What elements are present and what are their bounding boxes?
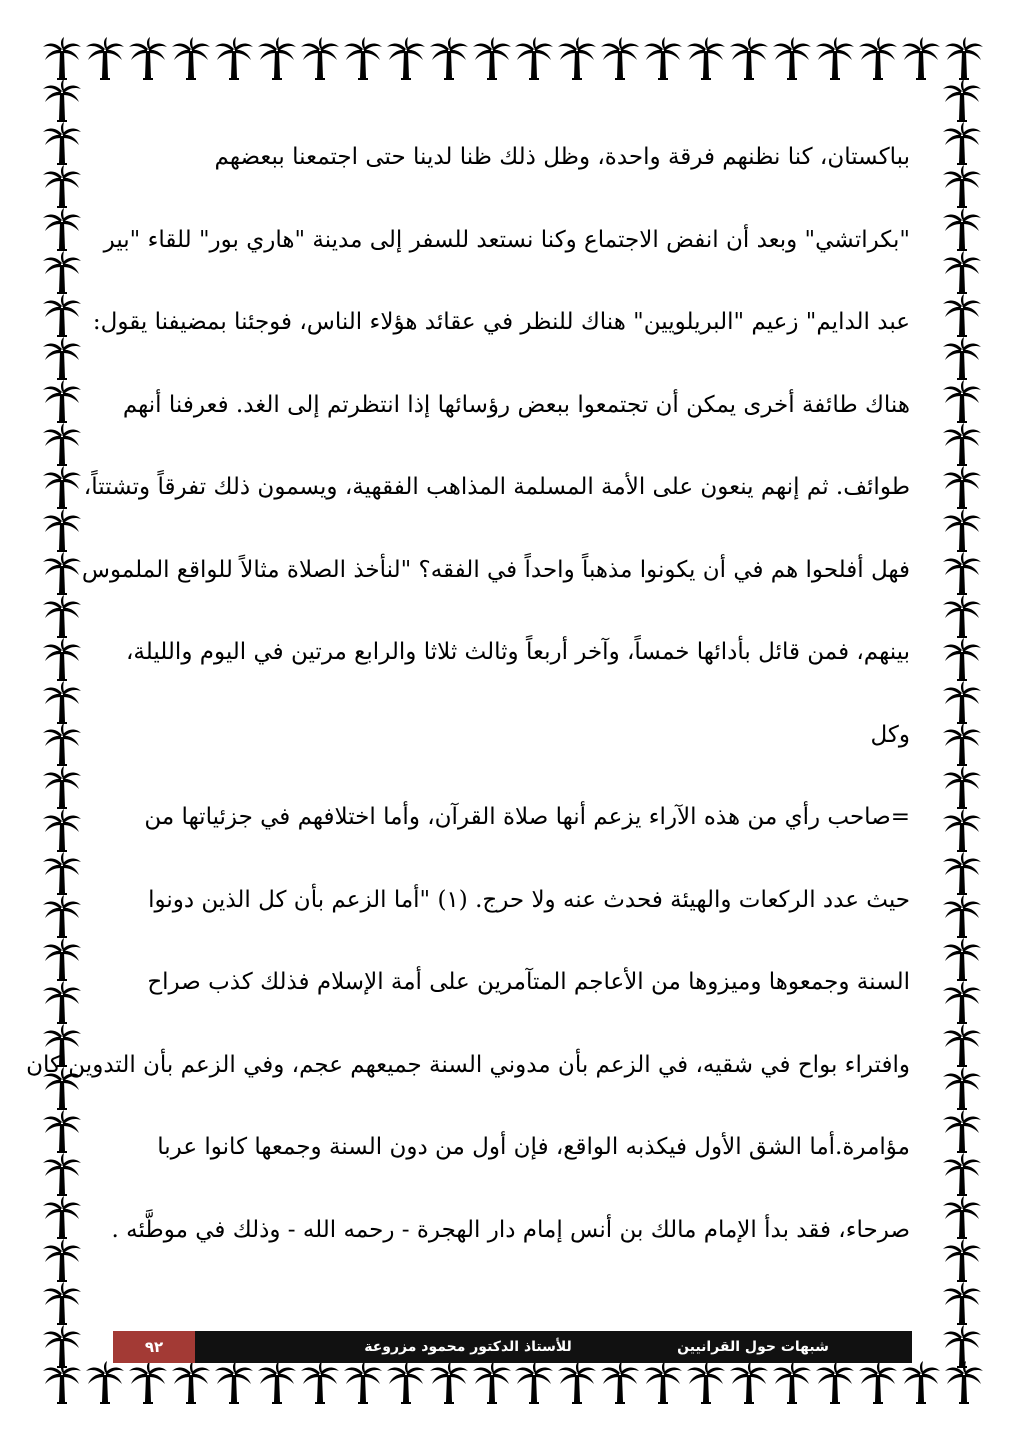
palm-tree-icon: [942, 336, 982, 380]
palm-tree-icon: [600, 1360, 640, 1404]
palm-tree-icon: [42, 765, 82, 809]
palm-tree-icon: [858, 36, 898, 80]
text-line: بباكستان، كنا نظنهم فرقة واحدة، وظل ذلك ظنا لدينا حتى اجتمعنا ببعضهم: [214, 144, 910, 170]
palm-tree-icon: [942, 1066, 982, 1110]
palm-tree-icon: [942, 1195, 982, 1239]
text-line: وكل: [870, 721, 910, 748]
palm-tree-icon: [942, 78, 982, 122]
footnote-line: صرحاء، فقد بدأ الإمام مالك بن أنس إمام دار الهجرة - رحمه الله - وذلك في موطَّئه .: [111, 1216, 910, 1243]
palm-tree-icon: [901, 36, 941, 80]
footnote-line: حيث عدد الركعات والهيئة فحدث عنه ولا حرج. (١) "أما الزعم بأن كل الذين دونوا: [148, 886, 910, 913]
text-line: بينهم، فمن قائل بأدائها خمساً، وآخر أربعاً وثالث ثلاثا والرابع مرتين في اليوم والليلة،: [126, 639, 910, 665]
palm-tree-icon: [42, 36, 82, 80]
palm-tree-icon: [42, 1238, 82, 1282]
palm-tree-icon: [942, 508, 982, 552]
footnote-line: السنة وجمعوها وميزوها من الأعاجم المتآمرين على أمة الإسلام فذلك كذب صراح: [147, 969, 910, 995]
palm-tree-icon: [42, 594, 82, 638]
palm-tree-icon: [942, 1152, 982, 1196]
palm-tree-icon: [42, 293, 82, 337]
palm-tree-icon: [42, 1281, 82, 1325]
palm-tree-icon: [772, 36, 812, 80]
footnote-line: وافتراء بواح في شقيه، في الزعم بأن مدوني السنة جميعهم عجم، وفي الزعم بأن التدوين كان: [26, 1051, 910, 1078]
palm-tree-icon: [214, 36, 254, 80]
palm-tree-icon: [942, 1109, 982, 1153]
palm-tree-icon: [128, 36, 168, 80]
palm-tree-icon: [942, 1324, 982, 1368]
palm-tree-icon: [942, 894, 982, 938]
palm-tree-icon: [343, 1360, 383, 1404]
palm-tree-icon: [257, 36, 297, 80]
palm-tree-icon: [942, 1238, 982, 1282]
palm-tree-icon: [42, 207, 82, 251]
text-line: طوائف. ثم إنهم ينعون على الأمة المسلمة المذاهب الفقهية، ويسمون ذلك تفرقاً وتشتتاً،: [83, 474, 910, 500]
palm-tree-icon: [600, 36, 640, 80]
palm-tree-icon: [171, 36, 211, 80]
palm-tree-icon: [214, 1360, 254, 1404]
palm-tree-icon: [944, 36, 984, 80]
palm-tree-icon: [729, 1360, 769, 1404]
palm-tree-icon: [942, 1023, 982, 1067]
palm-tree-icon: [942, 293, 982, 337]
palm-tree-icon: [942, 121, 982, 165]
palm-tree-icon: [42, 508, 82, 552]
palm-tree-icon: [942, 722, 982, 766]
palm-tree-icon: [514, 1360, 554, 1404]
palm-tree-icon: [42, 1109, 82, 1153]
palm-tree-icon: [942, 680, 982, 724]
palm-tree-icon: [85, 36, 125, 80]
palm-tree-icon: [942, 379, 982, 423]
palm-tree-icon: [42, 379, 82, 423]
palm-tree-icon: [386, 1360, 426, 1404]
palm-tree-icon: [942, 980, 982, 1024]
footnote-line: مؤامرة.أما الشق الأول فيكذبه الواقع، فإن أول من دون السنة وجمعها كانوا عربا: [157, 1134, 910, 1160]
body-text: [26, 120, 910, 1275]
palm-tree-icon: [643, 36, 683, 80]
palm-tree-icon: [300, 1360, 340, 1404]
palm-tree-icon: [772, 1360, 812, 1404]
palm-tree-icon: [942, 250, 982, 294]
palm-tree-icon: [942, 594, 982, 638]
palm-tree-icon: [472, 36, 512, 80]
page-number-badge: ٩٢: [113, 1331, 195, 1363]
palm-tree-icon: [942, 465, 982, 509]
palm-tree-icon: [429, 1360, 469, 1404]
palm-tree-icon: [942, 937, 982, 981]
palm-tree-icon: [42, 851, 82, 895]
palm-tree-icon: [42, 637, 82, 681]
palm-tree-icon: [257, 1360, 297, 1404]
palm-tree-icon: [42, 164, 82, 208]
palm-tree-icon: [942, 164, 982, 208]
palm-tree-icon: [42, 551, 82, 595]
palm-tree-icon: [42, 722, 82, 766]
palm-tree-icon: [942, 1281, 982, 1325]
palm-tree-icon: [386, 36, 426, 80]
palm-tree-icon: [472, 1360, 512, 1404]
palm-tree-icon: [42, 336, 82, 380]
palm-tree-icon: [42, 980, 82, 1024]
palm-tree-icon: [942, 551, 982, 595]
text-line: هناك طائفة أخرى يمكن أن تجتمعوا ببعض رؤسائها إذا انتظرتم إلى الغد. فعرفنا أنهم: [122, 391, 910, 418]
palm-tree-icon: [42, 1152, 82, 1196]
palm-tree-icon: [942, 851, 982, 895]
palm-tree-icon: [858, 1360, 898, 1404]
footer-book-title: شبهات حول القرانيين: [677, 1339, 829, 1355]
left-border: [40, 78, 86, 1368]
top-border: [42, 36, 984, 82]
palm-tree-icon: [42, 121, 82, 165]
palm-tree-icon: [557, 36, 597, 80]
palm-tree-icon: [514, 36, 554, 80]
palm-tree-icon: [42, 78, 82, 122]
right-border: [940, 78, 986, 1368]
palm-tree-icon: [429, 36, 469, 80]
text-line: "بكراتشي" وبعد أن انفض الاجتماع وكنا نستعد للسفر إلى مدينة "هاري بور" للقاء "بير: [103, 226, 910, 253]
palm-tree-icon: [815, 36, 855, 80]
palm-tree-icon: [42, 250, 82, 294]
footnote-line: =صاحب رأي من هذه الآراء يزعم أنها صلاة القرآن، وأما اختلافهم في جزئياتها من: [144, 804, 910, 830]
palm-tree-icon: [85, 1360, 125, 1404]
text-line: عبد الدايم" زعيم "البريلويين" هناك للنظر في عقائد هؤلاء الناس، فوجئنا بمضيفنا يقول:: [92, 309, 910, 335]
palm-tree-icon: [942, 207, 982, 251]
palm-tree-icon: [942, 765, 982, 809]
palm-tree-icon: [42, 422, 82, 466]
palm-tree-icon: [42, 1195, 82, 1239]
palm-tree-icon: [42, 808, 82, 852]
palm-tree-icon: [300, 36, 340, 80]
palm-tree-icon: [42, 680, 82, 724]
palm-tree-icon: [128, 1360, 168, 1404]
palm-tree-icon: [686, 36, 726, 80]
text-line: فهل أفلحوا هم في أن يكونوا مذهباً واحداً في الفقه؟ "لنأخذ الصلاة مثالاً للواقع الملموس: [81, 556, 910, 583]
palm-tree-icon: [42, 937, 82, 981]
palm-tree-icon: [901, 1360, 941, 1404]
palm-tree-icon: [815, 1360, 855, 1404]
palm-tree-icon: [42, 465, 82, 509]
palm-tree-icon: [686, 1360, 726, 1404]
palm-tree-icon: [343, 36, 383, 80]
palm-tree-icon: [557, 1360, 597, 1404]
palm-tree-icon: [729, 36, 769, 80]
palm-tree-icon: [942, 808, 982, 852]
bottom-border: [42, 1360, 984, 1406]
palm-tree-icon: [942, 637, 982, 681]
palm-tree-icon: [42, 1324, 82, 1368]
footer-author: للأستاذ الدكتور محمود مزروعة: [364, 1339, 572, 1355]
palm-tree-icon: [171, 1360, 211, 1404]
palm-tree-icon: [643, 1360, 683, 1404]
palm-tree-icon: [42, 894, 82, 938]
page-footer: [113, 1331, 912, 1363]
palm-tree-icon: [942, 422, 982, 466]
